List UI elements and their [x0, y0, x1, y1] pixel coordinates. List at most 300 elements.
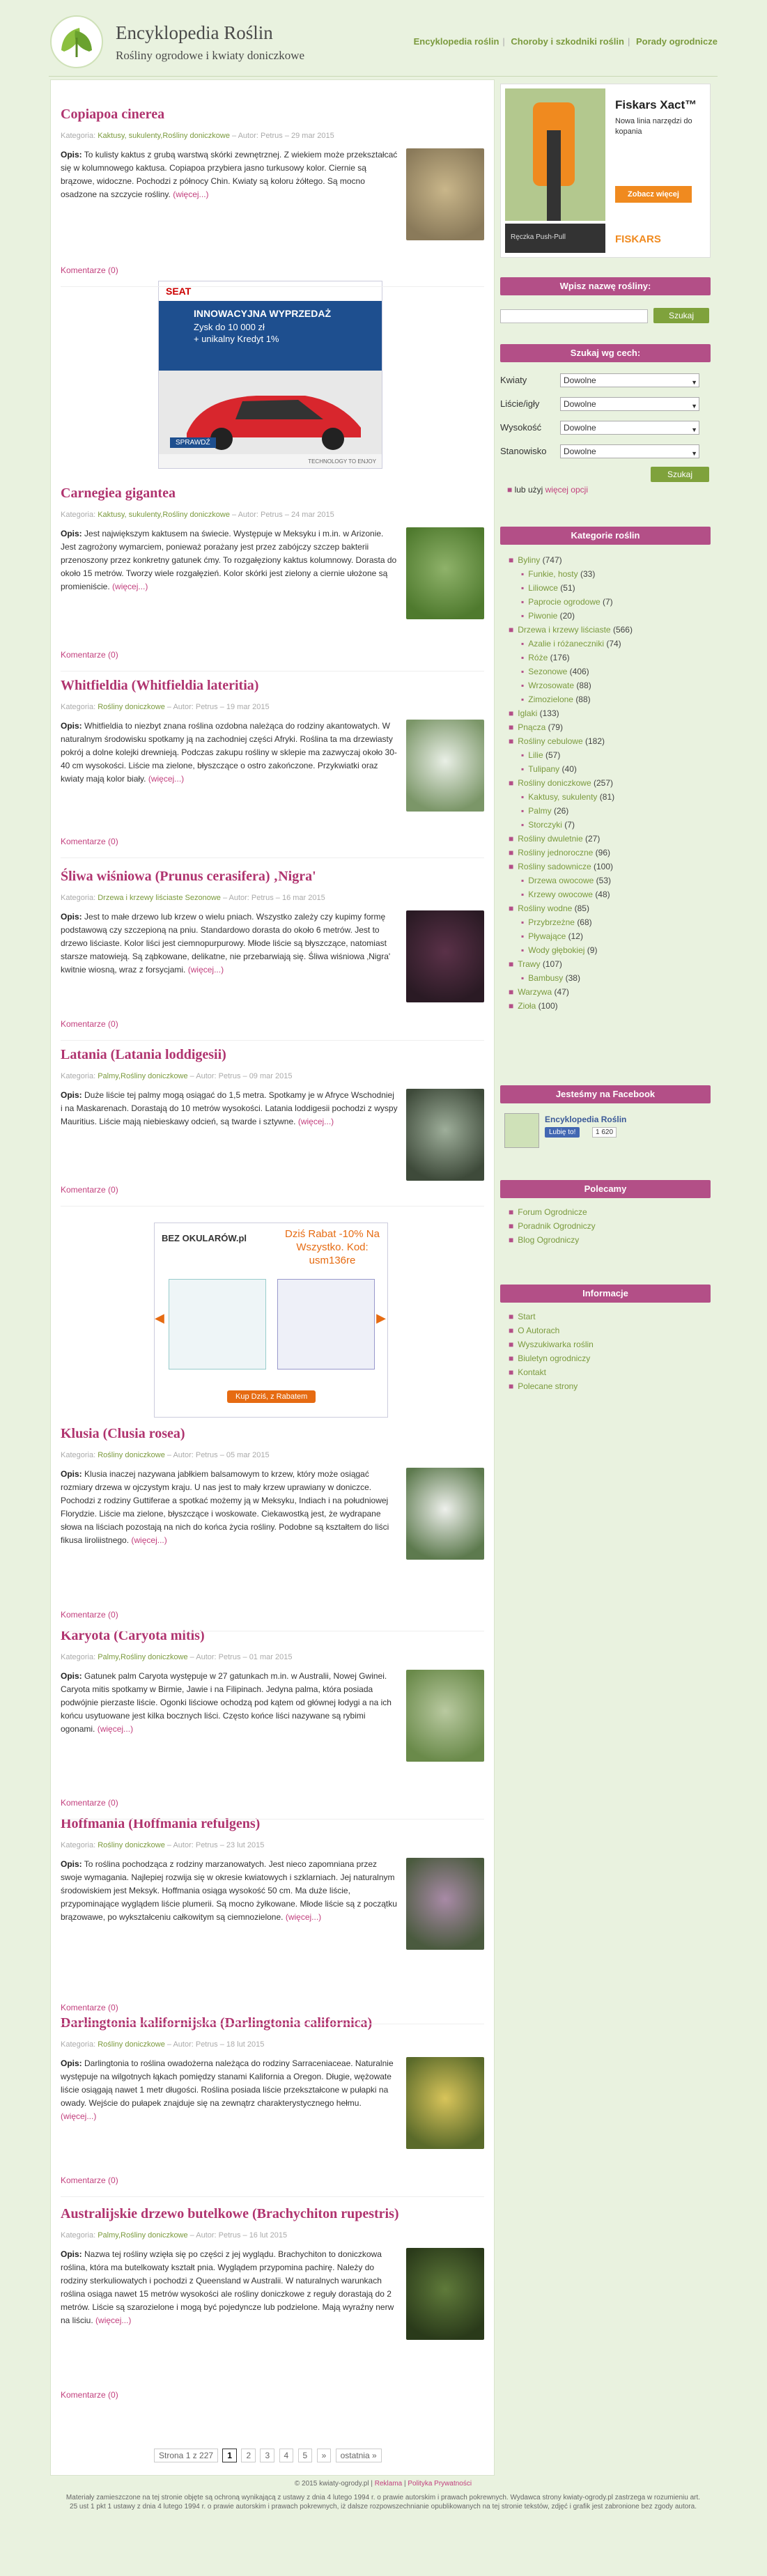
- bullet-icon: ▪: [521, 945, 525, 955]
- read-more-link[interactable]: (więcej...): [148, 774, 185, 784]
- post-text: Jest to małe drzewo lub krzew o wielu pniach. Wszystko zależy czy kupimy formę podstawową czy szczepioną na pniu. Standardowo dorasta do około 6 metrów. Jest to drzewo liściaste. Kolor liści jest ciemnopurpurowy. Młode liście są błyszczące, natomiast starsze matowieją. Są ząbkowane, delikatne, nie przebarwiają się. Śliwa wiśniowa ‚Nigra' kwitnie wiosną, wraz z forsycjami.: [61, 912, 391, 975]
- subcategory-link[interactable]: Paprocie ogrodowe: [528, 597, 601, 607]
- facebook-like-count: 1 620: [592, 1127, 617, 1138]
- bullet-icon: ▪: [521, 917, 525, 927]
- subcategory-link[interactable]: Tulipany: [528, 764, 560, 774]
- post-category-label: Kategoria:: [61, 894, 96, 902]
- fiskars-logo: FISKARS: [615, 233, 661, 245]
- post: [61, 1425, 484, 1620]
- category-count: (257): [593, 778, 613, 788]
- category-item: [509, 999, 711, 1013]
- post-category-link[interactable]: Rośliny doniczkowe: [98, 1841, 165, 1849]
- post-category-link[interactable]: Rośliny doniczkowe: [98, 2040, 165, 2049]
- post-meta: Kategoria: Kaktusy, sukulenty,Rośliny doniczkowe – Autor: Petrus – 24 mar 2015: [61, 511, 334, 519]
- subcategory-link[interactable]: Funkie, hosty: [528, 569, 578, 579]
- seat-headline: INNOWACYJNA WYPRZEDAŻ: [194, 308, 332, 319]
- subcategory-item: [509, 581, 711, 595]
- post-category-label: Kategoria:: [61, 1451, 96, 1459]
- bullet-icon: ▪: [521, 653, 525, 662]
- post-thumbnail[interactable]: [406, 720, 484, 812]
- facebook-like-button[interactable]: Lubię to!: [545, 1127, 580, 1138]
- search-input[interactable]: [500, 309, 648, 323]
- post-category-link[interactable]: Palmy,Rośliny doniczkowe: [98, 1653, 188, 1661]
- post-lead: Opis:: [61, 529, 82, 538]
- chevron-left-icon[interactable]: ◀: [155, 1311, 164, 1325]
- post-lead: Opis:: [61, 2249, 82, 2259]
- search-heading: Wpisz nazwę rośliny:: [500, 277, 711, 295]
- features-widget: Szukaj wg cech: Kwiaty Dowolne ▼ Liście/igły Dowolne ▼ Wysokość Dowolne ▼ Stanowisko Dowolne ▼ Szukaj ■ lub użyj więcej opcji: [500, 344, 711, 362]
- feature-select-value: Dowolne: [564, 375, 596, 385]
- bullet-icon: ▪: [521, 890, 525, 899]
- polecamy-link[interactable]: Poradnik Ogrodniczy: [518, 1221, 596, 1231]
- post-title[interactable]: Darlingtonia kalifornijska (Darlingtonia californica): [61, 2015, 373, 2031]
- page-last[interactable]: ostatnia »: [336, 2449, 382, 2462]
- post-category-link[interactable]: Drzewa i krzewy liściaste Sezonowe: [98, 894, 221, 902]
- subcategory-link[interactable]: Róże: [528, 653, 548, 662]
- post-thumbnail[interactable]: [406, 527, 484, 619]
- comments-link[interactable]: Komentarze (0): [61, 1798, 118, 1808]
- read-more-link[interactable]: (więcej...): [131, 1535, 167, 1545]
- info-item: [509, 1365, 711, 1379]
- info-link[interactable]: Biuletyn ogrodniczy: [518, 1353, 591, 1363]
- subcategory-count: (81): [599, 792, 615, 802]
- subcategory-item: [509, 971, 711, 985]
- site-logo[interactable]: [50, 15, 103, 68]
- chevron-right-icon[interactable]: ▶: [376, 1311, 386, 1325]
- post-meta: Kategoria: Rośliny doniczkowe – Autor: Petrus – 23 lut 2015: [61, 1841, 265, 1849]
- okul-line2: Wszystko. Kod:: [296, 1241, 369, 1253]
- info-item: [509, 1337, 711, 1351]
- feature-select-value: Dowolne: [564, 447, 596, 456]
- info-link[interactable]: Start: [518, 1312, 536, 1321]
- bullet-icon: ■: [509, 708, 514, 718]
- bullet-icon: ■: [509, 903, 514, 913]
- post-title[interactable]: Latania (Latania loddigesii): [61, 1047, 226, 1062]
- post-thumbnail[interactable]: [406, 2057, 484, 2149]
- category-link[interactable]: Zioła: [518, 1001, 536, 1011]
- post-thumbnail[interactable]: [406, 148, 484, 240]
- category-item: [509, 734, 711, 748]
- subcategory-item: [509, 692, 711, 706]
- subcategory-link[interactable]: Kaktusy, sukulenty: [528, 792, 598, 802]
- page-1[interactable]: 1: [222, 2449, 237, 2462]
- bullet-icon: ■: [509, 1235, 514, 1245]
- category-item: [509, 776, 711, 790]
- post-thumbnail[interactable]: [406, 1089, 484, 1181]
- post: [61, 1046, 484, 1195]
- category-link[interactable]: Rośliny dwuletnie: [518, 834, 583, 844]
- post-title[interactable]: Whitfieldia (Whitfieldia lateritia): [61, 678, 259, 693]
- subcategory-link[interactable]: Bambusy: [528, 973, 564, 983]
- bullet-icon: ■: [509, 862, 514, 871]
- subcategory-count: (68): [577, 917, 592, 927]
- bullet-icon: ■: [509, 987, 514, 997]
- polecamy-link[interactable]: Blog Ogrodniczy: [518, 1235, 580, 1245]
- info-link[interactable]: Wyszukiwarka roślin: [518, 1340, 594, 1349]
- post-text: To roślina pochodząca z rodziny marzanowatych. Jest nieco zapomniana przez swoje wymagania. Najlepiej rozwija się w okresie kwiatowych i szklarniach. Jej naturalnym środowiskiem jest Meksyk. Hoffmania osiąga wysokość 50 cm. Ma duże liście, przypominające wyglądem liście plumerii. Są mocno żyłkowane. Młode liście są z początku brązowawe, po wykształceniu całkowitym są ciemnozielone.: [61, 1859, 397, 1922]
- topnav-encyklopedia[interactable]: Encyklopedia roślin: [413, 36, 499, 47]
- category-link[interactable]: Rośliny sadownicze: [518, 862, 591, 871]
- subcategory-count: (40): [561, 764, 577, 774]
- fiskars-cta[interactable]: Zobacz więcej: [615, 186, 692, 203]
- post-author: Autor: Petrus: [228, 894, 274, 902]
- site-header: [49, 13, 718, 77]
- bullet-icon: ▪: [521, 973, 525, 983]
- post: [61, 676, 484, 846]
- polecamy-item: [509, 1205, 711, 1219]
- subcategory-count: (48): [595, 890, 610, 899]
- post-excerpt: [61, 1858, 484, 1924]
- okulary-ad-banner[interactable]: [154, 1223, 388, 1418]
- bullet-icon: ■: [509, 1340, 514, 1349]
- post-lead: Opis:: [61, 1859, 82, 1869]
- post-category-link[interactable]: Palmy,Rośliny doniczkowe: [98, 2231, 188, 2240]
- page-4[interactable]: 4: [279, 2449, 294, 2462]
- category-link[interactable]: Iglaki: [518, 708, 538, 718]
- seat-credit: + unikalny Kredyt 1%: [194, 334, 279, 344]
- footer-legal-notice: Materiały zamieszczone na tej stronie objęte są ochroną wynikającą z ustawy z dnia 4 lutego 1994 r. o prawie autorskim i prawach pokrewnych. Wydawca strony kwiaty-ogrody.pl zastrzega w rozumieniu art. 25 ust 1 pkt 1 ustawy z dnia 4 lutego 1994 r. o prawie autorskim i prawach pokrewnych, iż dalsze rozpowszechnianie opublikowanych na tej stronie tekstów, zdjęć i grafik jest zabronione bez zgody autora.: [65, 2494, 701, 2511]
- site-subtitle: Rośliny ogrodowe i kwiaty doniczkowe: [116, 49, 305, 62]
- post-lead: Opis:: [61, 2058, 82, 2068]
- post-date: 19 mar 2015: [226, 703, 270, 711]
- seat-footer: TECHNOLOGY TO ENJOY: [308, 458, 376, 465]
- post-thumbnail[interactable]: [406, 2248, 484, 2340]
- bullet-icon: ▪: [521, 611, 525, 621]
- post-title[interactable]: Australijskie drzewo butelkowe (Brachychiton rupestris): [61, 2206, 399, 2221]
- bullet-icon: ▪: [521, 820, 525, 830]
- page-3[interactable]: 3: [260, 2449, 274, 2462]
- subcategory-link[interactable]: Wody głębokiej: [528, 945, 585, 955]
- feature-select[interactable]: [560, 373, 699, 387]
- subcategory-link[interactable]: Wrzosowate: [528, 681, 575, 690]
- post-text: Gatunek palm Caryota występuje w 27 gatunkach m.in. w Australii, Nowej Gwinei. Caryota mitis spotkamy w Birmie, Jawie i na Filipinach. Jedyna palma, która posiada podwójnie pierzaste liście. Ogonki liściowe ochodzą pod kątem od głównej łodygi a na ich końcu usytuowane jest kilka bocznych liści. Często końce liści nazywane są rybimi ogonami.: [61, 1671, 392, 1734]
- post-lead: Opis:: [61, 1090, 82, 1100]
- post-author: Autor: Petrus: [196, 1072, 241, 1080]
- post-title[interactable]: Hoffmania (Hoffmania refulgens): [61, 1816, 261, 1831]
- page-next[interactable]: »: [317, 2449, 332, 2462]
- post-excerpt: [61, 2248, 484, 2327]
- post-meta: Kategoria: Kaktusy, sukulenty,Rośliny doniczkowe – Autor: Petrus – 29 mar 2015: [61, 132, 334, 140]
- post-lead: Opis:: [61, 150, 82, 160]
- subcategory-count: (38): [565, 973, 580, 983]
- read-more-link[interactable]: (więcej...): [97, 1724, 134, 1734]
- seat-offer: Zysk do 10 000 zł: [194, 322, 265, 332]
- subcategory-item: [509, 678, 711, 692]
- subcategory-link[interactable]: Drzewa owocowe: [528, 876, 594, 885]
- post-author: Autor: Petrus: [173, 703, 218, 711]
- post-category-label: Kategoria:: [61, 2231, 96, 2240]
- bullet-icon: ■: [509, 778, 514, 788]
- subcategory-item: [509, 609, 711, 623]
- category-item: [509, 706, 711, 720]
- subcategory-count: (176): [550, 653, 570, 662]
- subcategory-link[interactable]: Krzewy owocowe: [528, 890, 593, 899]
- subcategory-item: [509, 887, 711, 901]
- chevron-down-icon: ▼: [691, 379, 697, 386]
- post-author: Autor: Petrus: [238, 132, 283, 140]
- subcategory-count: (406): [569, 667, 589, 676]
- read-more-link[interactable]: (więcej...): [112, 582, 148, 591]
- bullet-icon: ■: [509, 1381, 514, 1391]
- category-count: (107): [542, 959, 562, 969]
- features-heading: Szukaj wg cech:: [500, 344, 711, 362]
- category-link[interactable]: Rośliny doniczkowe: [518, 778, 591, 788]
- post-excerpt: [61, 720, 484, 786]
- subcategory-link[interactable]: Zimozielone: [528, 695, 573, 704]
- okul-brand: BEZ OKULARÓW.pl: [162, 1233, 247, 1243]
- bullet-icon: ■: [509, 555, 514, 565]
- post-date: 01 mar 2015: [249, 1653, 293, 1661]
- post-category-link[interactable]: Kaktusy, sukulenty,Rośliny doniczkowe: [98, 132, 230, 140]
- bullet-icon: ▪: [521, 931, 525, 941]
- post: [61, 1815, 484, 2012]
- polecamy-item: [509, 1233, 711, 1247]
- post: [61, 105, 484, 275]
- post-divider: [61, 1040, 484, 1041]
- post-lead: Opis:: [61, 721, 82, 731]
- bullet-icon: ■: [509, 848, 514, 858]
- post-date: 05 mar 2015: [226, 1451, 270, 1459]
- comments-link[interactable]: Komentarze (0): [61, 1610, 118, 1620]
- subcategory-link[interactable]: Liliowce: [528, 583, 558, 593]
- post-date: 23 lut 2015: [226, 1841, 265, 1849]
- comments-link[interactable]: Komentarze (0): [61, 1185, 118, 1195]
- subcategory-item: [509, 915, 711, 929]
- bullet-icon: ■: [509, 1367, 514, 1377]
- post-title[interactable]: Śliwa wiśniowa (Prunus cerasifera) ‚Nigra': [61, 869, 316, 884]
- post-category-link[interactable]: Rośliny doniczkowe: [98, 1451, 165, 1459]
- search-button[interactable]: Szukaj: [653, 308, 709, 323]
- subcategory-link[interactable]: Storczyki: [528, 820, 562, 830]
- subcategory-item: [509, 804, 711, 818]
- post-title[interactable]: Carnegiea gigantea: [61, 486, 176, 501]
- post-title[interactable]: Copiapoa cinerea: [61, 107, 165, 122]
- post-meta: Kategoria: Rośliny doniczkowe – Autor: Petrus – 18 lut 2015: [61, 2040, 265, 2049]
- subcategory-link[interactable]: Azalie i różaneczniki: [528, 639, 604, 649]
- page-2[interactable]: 2: [241, 2449, 256, 2462]
- read-more-link[interactable]: (więcej...): [173, 189, 209, 199]
- category-link[interactable]: Rośliny cebulowe: [518, 736, 583, 746]
- footer-link-privacy[interactable]: Polityka Prywatności: [408, 2480, 472, 2488]
- post-title[interactable]: Karyota (Caryota mitis): [61, 1628, 205, 1643]
- subcategory-count: (9): [587, 945, 598, 955]
- bullet-icon: ▪: [521, 597, 525, 607]
- subcategory-link[interactable]: Lilie: [528, 750, 543, 760]
- bullet-icon: ▪: [521, 750, 525, 760]
- read-more-link[interactable]: (więcej...): [285, 1912, 322, 1922]
- category-count: (27): [584, 834, 601, 844]
- post: [61, 484, 484, 660]
- facebook-page-name[interactable]: Encyklopedia Roślin: [545, 1115, 627, 1124]
- category-count: (85): [574, 903, 589, 913]
- post-excerpt: [61, 1670, 484, 1736]
- topnav-choroby[interactable]: Choroby i szkodniki roślin: [511, 36, 624, 47]
- bullet-icon: ▪: [521, 764, 525, 774]
- subcategory-count: (26): [553, 806, 569, 816]
- category-link[interactable]: Trawy: [518, 959, 541, 969]
- post-thumbnail[interactable]: [406, 1858, 484, 1950]
- post-category-label: Kategoria:: [61, 1072, 96, 1080]
- bullet-icon: ■: [509, 959, 514, 969]
- comments-link[interactable]: Komentarze (0): [61, 2175, 118, 2185]
- category-count: (133): [539, 708, 559, 718]
- subcategory-item: [509, 943, 711, 957]
- bullet-icon: ■: [509, 722, 514, 732]
- subcategory-item: [509, 595, 711, 609]
- bullet-icon: ■: [509, 834, 514, 844]
- category-item: [509, 860, 711, 874]
- post: [61, 1627, 484, 1808]
- feature-label: Kwiaty: [500, 375, 527, 385]
- post-thumbnail[interactable]: [406, 1670, 484, 1762]
- read-more-link[interactable]: (więcej...): [61, 2111, 97, 2121]
- subcategory-count: (88): [575, 695, 591, 704]
- comments-link[interactable]: Komentarze (0): [61, 837, 118, 846]
- search-widget: [500, 277, 711, 320]
- okul-cta[interactable]: Kup Dziś, z Rabatem: [227, 1390, 316, 1403]
- category-link[interactable]: Drzewa i krzewy liściaste: [518, 625, 611, 635]
- info-item: [509, 1310, 711, 1324]
- category-item: [509, 623, 711, 637]
- category-link[interactable]: Pnącza: [518, 722, 546, 732]
- subcategory-item: [509, 637, 711, 651]
- post-category-label: Kategoria:: [61, 2040, 96, 2049]
- bullet-icon: ■: [509, 1221, 514, 1231]
- subcategory-item: [509, 874, 711, 887]
- post-author: Autor: Petrus: [238, 511, 283, 519]
- post-thumbnail[interactable]: [406, 1468, 484, 1560]
- category-item: [509, 832, 711, 846]
- top-navigation: Encyklopedia roślin | Choroby i szkodniki roślin | Porady ogrodnicze: [413, 36, 718, 47]
- post-divider: [61, 2196, 484, 2197]
- category-count: (79): [548, 722, 563, 732]
- polecamy-heading: Polecamy: [500, 1180, 711, 1198]
- topnav-porady[interactable]: Porady ogrodnicze: [635, 36, 718, 47]
- post-meta: Kategoria: Drzewa i krzewy liściaste Sezonowe – Autor: Petrus – 16 mar 2015: [61, 894, 325, 902]
- post-author: Autor: Petrus: [173, 1841, 218, 1849]
- category-count: (747): [542, 555, 562, 565]
- post-lead: Opis:: [61, 1469, 82, 1479]
- feature-select[interactable]: [560, 397, 699, 411]
- subcategory-link[interactable]: Przybrzeżne: [528, 917, 575, 927]
- category-count: (96): [595, 848, 610, 858]
- bullet-icon: ▪: [521, 876, 525, 885]
- bullet-icon: ■: [509, 1207, 514, 1217]
- seat-brand: SEAT: [159, 281, 382, 301]
- features-search-button[interactable]: Szukaj: [651, 467, 709, 482]
- bullet-icon: ▪: [521, 792, 525, 802]
- category-link[interactable]: Rośliny jednoroczne: [518, 848, 594, 858]
- subcategory-link[interactable]: Piwonie: [528, 611, 558, 621]
- comments-link[interactable]: Komentarze (0): [61, 2390, 118, 2400]
- subcategory-count: (7): [564, 820, 575, 830]
- subcategory-count: (7): [603, 597, 613, 607]
- info-widget: [500, 1285, 711, 1393]
- comments-link[interactable]: Komentarze (0): [61, 2003, 118, 2012]
- category-count: (100): [593, 862, 613, 871]
- comments-link[interactable]: Komentarze (0): [61, 265, 118, 275]
- post-date: 29 mar 2015: [291, 132, 334, 140]
- post-date: 09 mar 2015: [249, 1072, 293, 1080]
- post-category-link[interactable]: Kaktusy, sukulenty,Rośliny doniczkowe: [98, 511, 230, 519]
- post-date: 16 mar 2015: [281, 894, 325, 902]
- bullet-icon: ▪: [521, 667, 525, 676]
- subcategory-item: [509, 665, 711, 678]
- read-more-link[interactable]: (więcej...): [95, 2315, 132, 2325]
- post-category-link[interactable]: Rośliny doniczkowe: [98, 703, 165, 711]
- read-more-link[interactable]: (więcej...): [187, 965, 224, 975]
- fiskars-ad[interactable]: [500, 84, 711, 258]
- bullet-icon: ■: [509, 1001, 514, 1011]
- subcategory-link[interactable]: Sezonowe: [528, 667, 568, 676]
- polecamy-link[interactable]: Forum Ogrodnicze: [518, 1207, 587, 1217]
- category-count: (182): [584, 736, 605, 746]
- feature-label: Stanowisko: [500, 446, 547, 456]
- post-title[interactable]: Klusia (Clusia rosea): [61, 1426, 185, 1441]
- post-excerpt: [61, 527, 484, 593]
- post-category-link[interactable]: Palmy,Rośliny doniczkowe: [98, 1072, 188, 1080]
- bullet-icon: ▪: [521, 569, 525, 579]
- categories-heading: Kategorie roślin: [500, 527, 711, 545]
- category-link[interactable]: Rośliny wodne: [518, 903, 573, 913]
- subcategory-link[interactable]: Pływające: [528, 931, 566, 941]
- feature-select[interactable]: [560, 444, 699, 458]
- subcategory-count: (88): [576, 681, 591, 690]
- post-thumbnail[interactable]: [406, 910, 484, 1002]
- subcategory-link[interactable]: Palmy: [528, 806, 552, 816]
- chevron-down-icon: ▼: [691, 403, 697, 410]
- seat-ad-banner[interactable]: [158, 281, 382, 469]
- feature-select[interactable]: [560, 421, 699, 435]
- bullet-icon: ■: [509, 1326, 514, 1335]
- feature-label: Liście/igły: [500, 398, 540, 409]
- footer-copyright: © 2015 kwiaty-ogrody.pl: [294, 2480, 369, 2488]
- comments-link[interactable]: Komentarze (0): [61, 1019, 118, 1029]
- bullet-icon: ■: [509, 736, 514, 746]
- seat-cta[interactable]: SPRAWDŹ: [170, 437, 216, 448]
- site-title[interactable]: Encyklopedia Roślin: [116, 22, 273, 43]
- post-author: Autor: Petrus: [173, 2040, 218, 2049]
- post-date: 24 mar 2015: [291, 511, 334, 519]
- info-link[interactable]: O Autorach: [518, 1326, 560, 1335]
- subcategory-count: (74): [606, 639, 621, 649]
- post: [61, 2014, 484, 2185]
- footer-link-reklama[interactable]: Reklama: [374, 2480, 403, 2488]
- post-lead: Opis:: [61, 1671, 82, 1681]
- category-item: [509, 553, 711, 567]
- subcategory-item: [509, 567, 711, 581]
- info-link[interactable]: Kontakt: [518, 1367, 546, 1377]
- facebook-heading: Jesteśmy na Facebook: [500, 1085, 711, 1103]
- info-heading: Informacje: [500, 1285, 711, 1303]
- category-link[interactable]: Byliny: [518, 555, 541, 565]
- more-options-link[interactable]: więcej opcji: [545, 485, 588, 495]
- read-more-link[interactable]: (więcej...): [297, 1117, 334, 1126]
- facebook-page-avatar[interactable]: [504, 1113, 539, 1148]
- page-5[interactable]: 5: [298, 2449, 313, 2462]
- post-text: Nazwa tej rośliny wzięła się po części z jej wyglądu. Brachychiton to doniczkowa roślina, która ma butelkowaty kształt pnia. Wyglądem przypomina pachirę. Należy do rodziny sterkuliowatych i pochodzi z Queensland w Australii. W naturalnych warunkach roślina osiąga nawet 15 metrów wysokości ale rośliny doniczkowe z reguły dorastają do 2 metrów. Liście są szarozielone i mogą być pojedyncze lub podzielone. Mają wyraźny nerw na liściu.: [61, 2249, 394, 2325]
- info-item: [509, 1324, 711, 1337]
- info-link[interactable]: Polecane strony: [518, 1381, 578, 1391]
- comments-link[interactable]: Komentarze (0): [61, 650, 118, 660]
- category-link[interactable]: Warzywa: [518, 987, 552, 997]
- subcategory-count: (57): [545, 750, 561, 760]
- polecamy-item: [509, 1219, 711, 1233]
- subcategory-item: [509, 818, 711, 832]
- bullet-icon: ▪: [521, 583, 525, 593]
- fiskars-subtitle: Nowa linia narzędzi do kopania: [615, 117, 692, 136]
- subcategory-count: (33): [580, 569, 596, 579]
